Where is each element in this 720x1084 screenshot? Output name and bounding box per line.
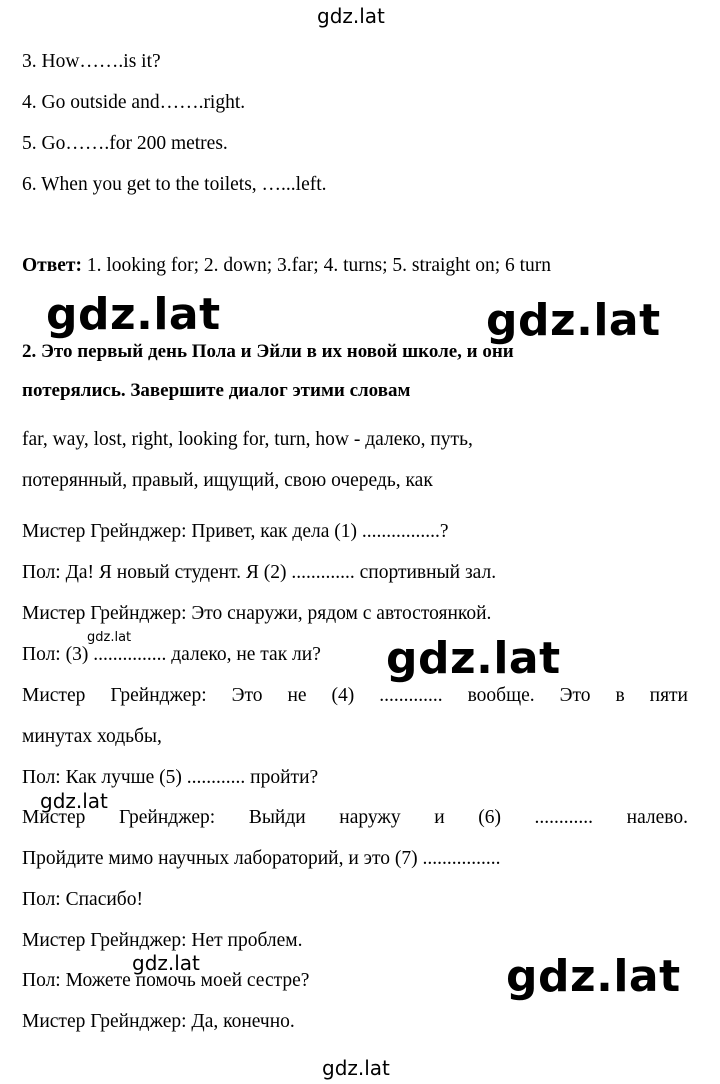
answer-text: 1. looking for; 2. down; 3.far; 4. turns; 5. straight on; 6 turn <box>82 255 552 276</box>
watermark-big-bottom: gdz.lat <box>506 951 681 1002</box>
word-list-line1: far, way, lost, right, looking for, turn, how - далеко, путь, <box>22 429 473 450</box>
dialogue-line: Мистер Грейнджер: Нет проблем. <box>22 930 303 951</box>
dialogue-line: Пол: (3) ............... далеко, не так ли? <box>22 644 321 665</box>
watermark-small-a: gdz.lat <box>87 630 132 645</box>
exercise1-item-3: 3. How…….is it? <box>22 51 161 72</box>
watermark-big-left: gdz.lat <box>46 289 221 340</box>
exercise1-item-5: 5. Go…….for 200 metres. <box>22 133 228 154</box>
watermark-big-middle: gdz.lat <box>386 633 561 684</box>
watermark-small-c: gdz.lat <box>132 951 200 975</box>
footer-watermark: gdz.lat <box>322 1056 390 1080</box>
dialogue-line: Пол: Спасибо! <box>22 889 143 910</box>
exercise2-title-line1: 2. Это первый день Пола и Эйли в их новой школе, и они <box>22 341 514 362</box>
dialogue-line: Пол: Да! Я новый студент. Я (2) ............. спортивный зал. <box>22 562 497 583</box>
dialogue-line: Мистер Грейнджер: Да, конечно. <box>22 1011 295 1032</box>
dialogue-line: минутах ходьбы, <box>22 726 162 747</box>
exercise2-title-line2: потерялись. Завершите диалог этими словам <box>22 380 411 401</box>
dialogue-line: Пройдите мимо научных лабораторий, и это (7) ................ <box>22 848 501 869</box>
watermark-big-right: gdz.lat <box>486 295 661 346</box>
word-list-line2: потерянный, правый, ищущий, свою очередь, как <box>22 470 433 491</box>
dialogue-line: Мистер Грейнджер: Это не (4) ............. вообще. Это в пяти <box>22 685 688 706</box>
answer-label: Ответ: <box>22 255 83 276</box>
dialogue-line: Мистер Грейнджер: Привет, как дела (1) ................? <box>22 521 449 542</box>
exercise1-item-6: 6. When you get to the toilets, …...left. <box>22 174 327 195</box>
dialogue-line: Мистер Грейнджер: Выйди наружу и (6) ............ налево. <box>22 807 688 828</box>
watermark-small-b: gdz.lat <box>40 789 108 813</box>
dialogue-line: Мистер Грейнджер: Это снаружи, рядом с автостоянкой. <box>22 603 492 624</box>
answer-line <box>22 254 551 278</box>
header-watermark: gdz.lat <box>317 4 385 28</box>
dialogue-line: Пол: Можете помочь моей сестре? <box>22 970 310 991</box>
exercise1-item-4: 4. Go outside and…….right. <box>22 92 246 113</box>
dialogue-line: Пол: Как лучше (5) ............ пройти? <box>22 767 319 788</box>
